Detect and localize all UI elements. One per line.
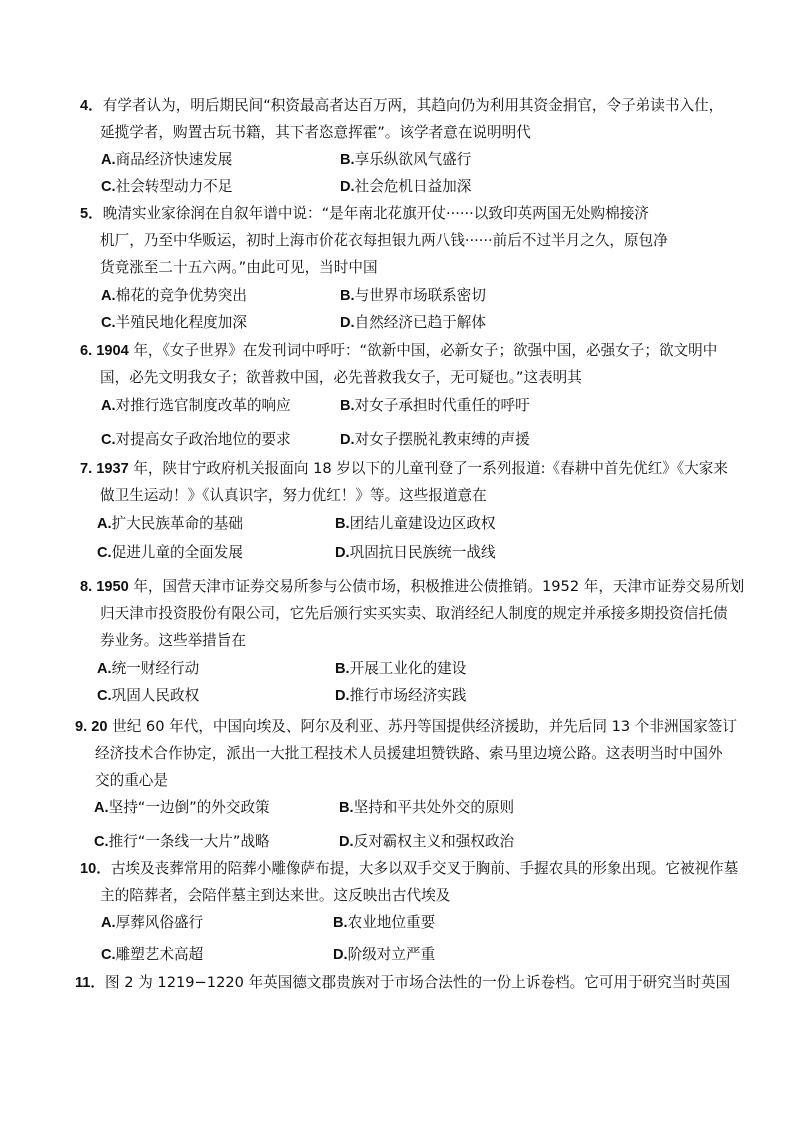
question-4-line-2: 延揽学者，购置古玩书籍，其下者恣意挥霍”。该学者意在说明明代 (100, 124, 531, 141)
question-number: 7. 1937 (80, 461, 129, 477)
option-c: C.对提高女子政治地位的要求 (101, 431, 291, 448)
question-5-line-2: 机厂，乃至中华贩运，初时上海市价花衣每担银九两八钱······前后不过半月之久，原包净 (100, 232, 668, 249)
question-9-line-1: 9. 20 世纪 60 年代，中国向埃及、阿尔及利亚、苏丹等国提供经济援助，并先后同 13 个非洲国家签订 (75, 718, 737, 735)
option-a: A.商品经济快速发展 (101, 151, 233, 168)
option-c: C.半殖民地化程度加深 (101, 314, 247, 331)
option-b: B.享乐纵欲风气盛行 (340, 151, 472, 168)
option-c: C.雕塑艺术高超 (101, 946, 204, 963)
question-7-line-2: 做卫生运动！》《认真识字，努力优红！》等。这些报道意在 (100, 487, 487, 504)
option-c: C.社会转型动力不足 (101, 178, 233, 195)
option-d: D.巩固抗日民族统一战线 (335, 544, 496, 561)
option-b: B.与世界市场联系密切 (340, 287, 486, 304)
question-5-line-1: 5．晚清实业家徐润在自叙年谱中说：“是年南北花旗开仗······以致印英两国无处购棉接济 (80, 205, 649, 222)
option-a: A.厚葬风俗盛行 (101, 914, 204, 931)
option-d: D.对女子摆脱礼教束缚的声援 (340, 431, 530, 448)
question-6-line-1: 6. 1904 年，《女子世界》在发刊词中呼吁：“欲新中国，必新女子；欲强中国，必强女子；欲文明中 (80, 342, 718, 359)
question-8-line-1: 8. 1950 年，国营天津市证券交易所参与公债市场，积极推进公债推销。1952 年，天津市证券交易所划 (80, 578, 745, 595)
question-11-line-1: 11．图 2 为 1219−1220 年英国德文郡贵族对于市场合法性的一份上诉卷档。它可用于研究当时英国 (75, 974, 731, 991)
question-4-line-1: 4．有学者认为，明后期民间“积资最高者达百万两，其趋向仍为利用其资金捐官，令子弟读书入仕， (80, 97, 724, 114)
option-a: A.坚持“一边倒”的外交政策 (94, 799, 270, 816)
question-10-line-2: 主的陪葬者，会陪伴墓主到达来世。这反映出古代埃及 (100, 887, 451, 904)
option-c: C.促进儿童的全面发展 (97, 544, 243, 561)
question-number: 8. 1950 (80, 579, 129, 595)
question-number: 10． (80, 861, 111, 877)
option-d: D.反对霸权主义和强权政治 (339, 833, 515, 850)
option-b: B.坚持和平共处外交的原则 (339, 799, 515, 816)
question-5-line-3: 货竟涨至二十五六两。”由此可见，当时中国 (100, 259, 378, 276)
question-8-line-3: 券业务。这些举措旨在 (100, 632, 246, 649)
option-c: C.推行“一条线一大片”战略 (94, 833, 270, 850)
question-number: 5． (80, 206, 103, 222)
option-a: A.统一财经行动 (97, 660, 200, 677)
option-a: A.对推行选官制度改革的响应 (101, 397, 291, 414)
option-c: C.巩固人民政权 (97, 687, 200, 704)
question-10-line-1: 10．古埃及丧葬常用的陪葬小雕像萨布提，大多以双手交叉于胸前、手握农具的形象出现。它被视作墓 (80, 860, 739, 877)
question-number: 4． (80, 98, 103, 114)
option-b: B.团结儿童建设边区政权 (335, 515, 496, 532)
question-9-line-2: 经济技术合作协定，派出一大批工程技术人员援建坦赞铁路、索马里边境公路。这表明当时中国外 (95, 745, 723, 762)
question-7-line-1: 7. 1937 年，陕甘宁政府机关报面向 18 岁以下的儿童刊登了一系列报道:《春耕中首先优红》《大家来 (80, 460, 728, 477)
question-number: 9. 20 (75, 719, 108, 735)
question-9-line-3: 交的重心是 (95, 772, 168, 789)
question-number: 6. 1904 (80, 343, 129, 359)
option-d: D.自然经济已趋于解体 (340, 314, 486, 331)
option-a: A.扩大民族革命的基础 (97, 515, 243, 532)
option-b: B.对女子承担时代重任的呼吁 (340, 397, 530, 414)
option-d: D.社会危机日益加深 (340, 178, 472, 195)
option-b: B.农业地位重要 (333, 914, 436, 931)
question-number: 11． (75, 975, 106, 991)
question-6-line-2: 国，必先文明我女子；欲普救中国，必先普救我女子，无可疑也。”这表明其 (100, 369, 582, 386)
question-8-line-2: 归天津市投资股份有限公司，它先后颁行实买实卖、取消经纪人制度的规定并承接多期投资信托债 (100, 605, 728, 622)
option-d: D.阶级对立严重 (333, 946, 436, 963)
option-b: B.开展工业化的建设 (335, 660, 467, 677)
option-d: D.推行市场经济实践 (335, 687, 467, 704)
option-a: A.棉花的竞争优势突出 (101, 287, 247, 304)
